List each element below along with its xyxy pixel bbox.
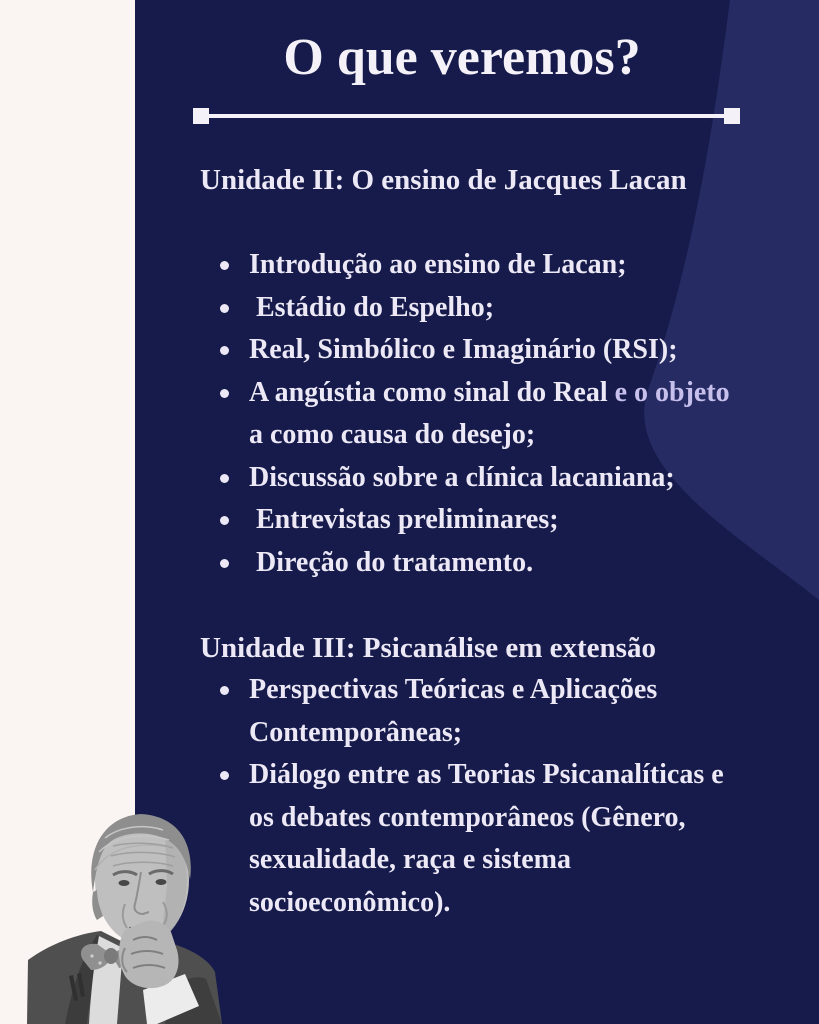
- bullet-icon: [220, 559, 229, 568]
- bullet-icon: [220, 474, 229, 483]
- bullet-icon: [220, 516, 229, 525]
- section-heading: Unidade II: O ensino de Jacques Lacan: [200, 164, 687, 196]
- bullet-icon: [220, 771, 229, 780]
- item-line: [249, 669, 795, 712]
- item-line: [249, 457, 795, 500]
- item-text: Entrevistas preliminares;: [249, 504, 559, 535]
- bullet-icon: [220, 686, 229, 695]
- item-text: socioeconômico).: [249, 886, 451, 918]
- divider-line: [199, 114, 734, 118]
- section-heading: Unidade III: Psicanálise em extensão: [200, 631, 656, 664]
- item-line: [249, 542, 795, 585]
- list-item: [200, 372, 795, 457]
- section-2: [200, 627, 795, 925]
- page-title: O que veremos?: [283, 29, 641, 86]
- item-line: [249, 882, 795, 925]
- item-line: [249, 797, 795, 840]
- item-line: [249, 499, 795, 542]
- item-line: [249, 712, 795, 755]
- item-text: e o objeto: [614, 376, 730, 408]
- item-line: [249, 754, 795, 797]
- item-text: Direção do tratamento.: [249, 546, 534, 578]
- list-item: [200, 287, 795, 330]
- topic-list: [200, 244, 795, 584]
- item-text: Perspectivas Teóricas e Aplicações: [249, 674, 658, 705]
- bullet-icon: [220, 346, 229, 355]
- item-text: Contemporâneas;: [249, 716, 463, 748]
- item-text: Diálogo entre as Teorias Psicanalíticas e: [249, 759, 724, 790]
- list-item: [200, 499, 795, 542]
- item-line: [249, 244, 795, 287]
- list-item: [200, 754, 795, 924]
- item-text: Discussão sobre a clínica lacaniana;: [249, 461, 675, 493]
- bullet-icon: [220, 304, 229, 313]
- item-text: sexualidade, raça e sistema: [249, 844, 571, 875]
- divider: [193, 108, 740, 124]
- item-text: os debates contemporâneos (Gênero,: [249, 801, 686, 833]
- topic-list: [200, 669, 795, 924]
- list-item: [200, 457, 795, 500]
- divider-endpoint-right: [724, 108, 740, 124]
- list-item: [200, 244, 795, 287]
- list-item: [200, 329, 795, 372]
- item-line: [249, 372, 795, 415]
- bullet-icon: [220, 389, 229, 398]
- list-item: [200, 542, 795, 585]
- content: [200, 159, 795, 924]
- item-text: Introdução ao ensino de Lacan;: [249, 249, 627, 280]
- item-line: [249, 287, 795, 330]
- item-text: A angústia como sinal do Real: [249, 376, 615, 408]
- item-text: Estádio do Espelho;: [249, 291, 495, 323]
- item-text: a como causa do desejo;: [249, 419, 536, 450]
- item-text: Real, Simbólico e Imaginário (RSI);: [249, 334, 678, 365]
- item-line: [249, 414, 795, 457]
- item-line: [249, 329, 795, 372]
- item-line: [249, 839, 795, 882]
- divider-endpoint-left: [193, 108, 209, 124]
- list-item: [200, 669, 795, 754]
- section-1: [200, 159, 795, 584]
- bullet-icon: [220, 261, 229, 270]
- lacan-photo: [25, 808, 225, 1024]
